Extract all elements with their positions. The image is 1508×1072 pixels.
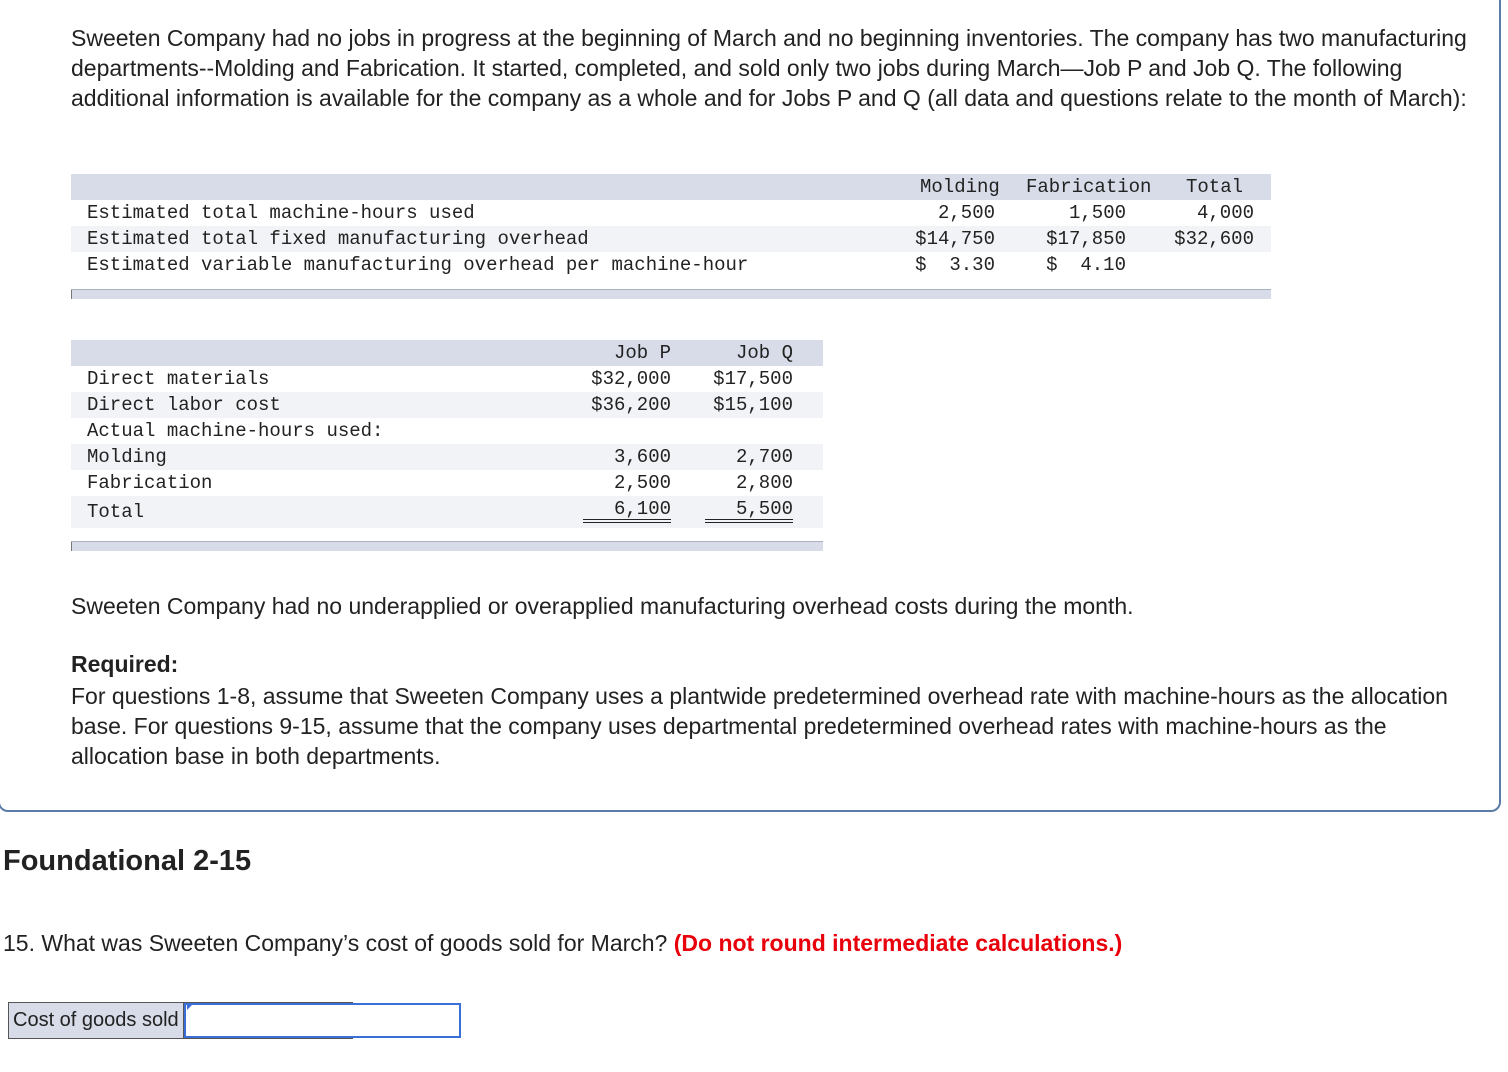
job-p-value: $32,000 [591, 368, 671, 390]
question [3, 930, 1122, 957]
table-row [71, 252, 1271, 278]
overhead-table-footer [71, 289, 1271, 299]
fabrication-value: 1,500 [1068, 202, 1126, 224]
molding-value: $14,750 [915, 228, 995, 250]
row-label: Total [87, 501, 145, 523]
overhead-table-header [71, 174, 1271, 200]
job-q-value: 2,800 [705, 470, 793, 497]
jobs-table [71, 340, 823, 528]
header-total: Total [1186, 176, 1244, 198]
row-label: Fabrication [87, 472, 213, 494]
table-row [71, 392, 823, 418]
required-heading: Required: [71, 651, 179, 677]
jobs-table-header [71, 340, 823, 366]
job-q-value: 5,500 [705, 499, 793, 523]
section-title: Foundational 2-15 [3, 845, 252, 877]
job-q-value: $17,500 [713, 368, 793, 390]
row-label: Direct materials [87, 368, 270, 390]
required-text: For questions 1-8, assume that Sweeten Company uses a plantwide predetermined overhead rate with machine-hours as the allocation base. For questions 9-15, assume that the company uses departmental predetermined overhead rates with machine-hours as the allocation base in both departments. [71, 683, 1448, 769]
fabrication-value: $ 4.10 [1046, 254, 1126, 276]
fabrication-value: $17,850 [1046, 228, 1126, 250]
overhead-table [71, 174, 1271, 278]
table-row [71, 418, 823, 444]
job-q-value: $15,100 [713, 394, 793, 416]
table-row [71, 366, 823, 392]
table-row [71, 496, 823, 528]
header-fabrication: Fabrication [1026, 176, 1152, 198]
job-p-value: 2,500 [583, 470, 671, 497]
job-p-value: 6,100 [583, 499, 671, 523]
table-row [71, 226, 1271, 252]
total-value: $32,600 [1174, 228, 1254, 250]
header-job-q: Job Q [735, 342, 793, 364]
answer-label: Cost of goods sold [9, 1003, 184, 1038]
row-label: Molding [87, 446, 167, 468]
job-q-value: 2,700 [735, 446, 793, 468]
row-label: Actual machine-hours used: [87, 420, 384, 442]
header-molding: Molding [920, 176, 1000, 198]
answer-row [8, 1002, 353, 1039]
row-label: Estimated variable manufacturing overhead per machine-hour [87, 254, 749, 276]
row-label: Estimated total machine-hours used [87, 202, 475, 224]
molding-value: $ 3.30 [915, 254, 995, 276]
problem-note: Sweeten Company had no underapplied or overapplied manufacturing overhead costs during the month. [71, 593, 1134, 619]
input-flag-icon [187, 1003, 194, 1010]
question-text: 15. What was Sweeten Company’s cost of goods sold for March? [3, 930, 668, 956]
row-label: Direct labor cost [87, 394, 281, 416]
question-instruction: (Do not round intermediate calculations.) [673, 930, 1123, 956]
row-label: Estimated total fixed manufacturing overhead [87, 228, 589, 250]
table-row [71, 200, 1271, 226]
molding-value: 2,500 [937, 202, 995, 224]
jobs-table-footer [71, 541, 823, 551]
cost-of-goods-sold-input[interactable] [184, 1003, 461, 1038]
job-p-value: 3,600 [613, 446, 671, 468]
job-p-value: $36,200 [591, 394, 671, 416]
table-row [71, 470, 823, 496]
total-value: 4,000 [1196, 202, 1254, 224]
header-job-p: Job P [613, 342, 671, 364]
table-row [71, 444, 823, 470]
problem-intro: Sweeten Company had no jobs in progress at the beginning of March and no beginning inventories. The company has two manufacturing departments--Molding and Fabrication. It started, completed, and sold only two jobs during March—Job P and Job Q. The following additional information is available for the company as a whole and for Jobs P and Q (all data and questions relate to the month of March): [71, 25, 1467, 111]
